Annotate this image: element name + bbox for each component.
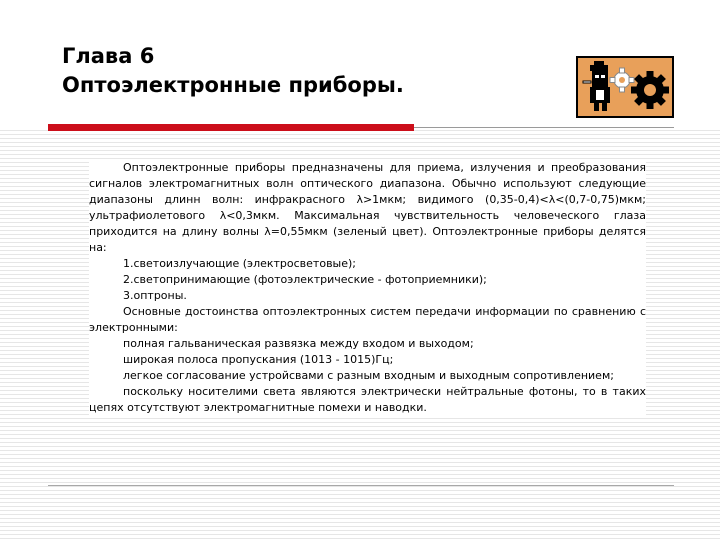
slide-title: [62, 42, 404, 100]
title-divider-line: [414, 127, 674, 128]
body-text: [89, 160, 646, 416]
title-topic: Оптоэлектронные приборы.: [62, 73, 404, 97]
list-item: 2.светопринимающие (фотоэлектрические - фотоприемники);: [123, 273, 487, 286]
intro-paragraph: Оптоэлектронные приборы предназначены для приема, излучения и преобразования сигналов электромагнитных волн оптического диапазона. Обычно используют следующие диапазоны длинн волн: инфракрасного λ>1мкм; видимого (0,35-0,4)<λ<(0,7-0,75)мкм; ультрафиолетового λ<0,3мкм. Максимальная чувствительность человеческого глаза приходится на длину волны λ=0,55мкм (зеленый цвет). Оптоэлектронные приборы делятся на:: [89, 161, 646, 254]
list-item: легкое согласование устройсвами с разным входным и выходным сопротивлением;: [123, 369, 614, 382]
list-item: широкая полоса пропускания (1013 - 1015)Гц;: [123, 353, 394, 366]
list-item: полная гальваническая развязка между входом и выходом;: [123, 337, 474, 350]
footer-divider-line: [48, 485, 674, 486]
title-chapter: Глава 6: [62, 44, 155, 68]
title-accent-bar: [48, 124, 414, 131]
gears-robot-icon: [576, 56, 674, 118]
list-item: 3.оптроны.: [123, 289, 187, 302]
list-item: поскольку носителими света являются электрически нейтральные фотоны, то в таких цепях отсутствуют электромагнитные помехи и наводки.: [89, 385, 646, 414]
advantages-paragraph: Основные достоинства оптоэлектронных систем передачи информации по сравнению с электронными:: [89, 305, 646, 334]
list-item: 1.светоизлучающие (электросветовые);: [123, 257, 357, 270]
